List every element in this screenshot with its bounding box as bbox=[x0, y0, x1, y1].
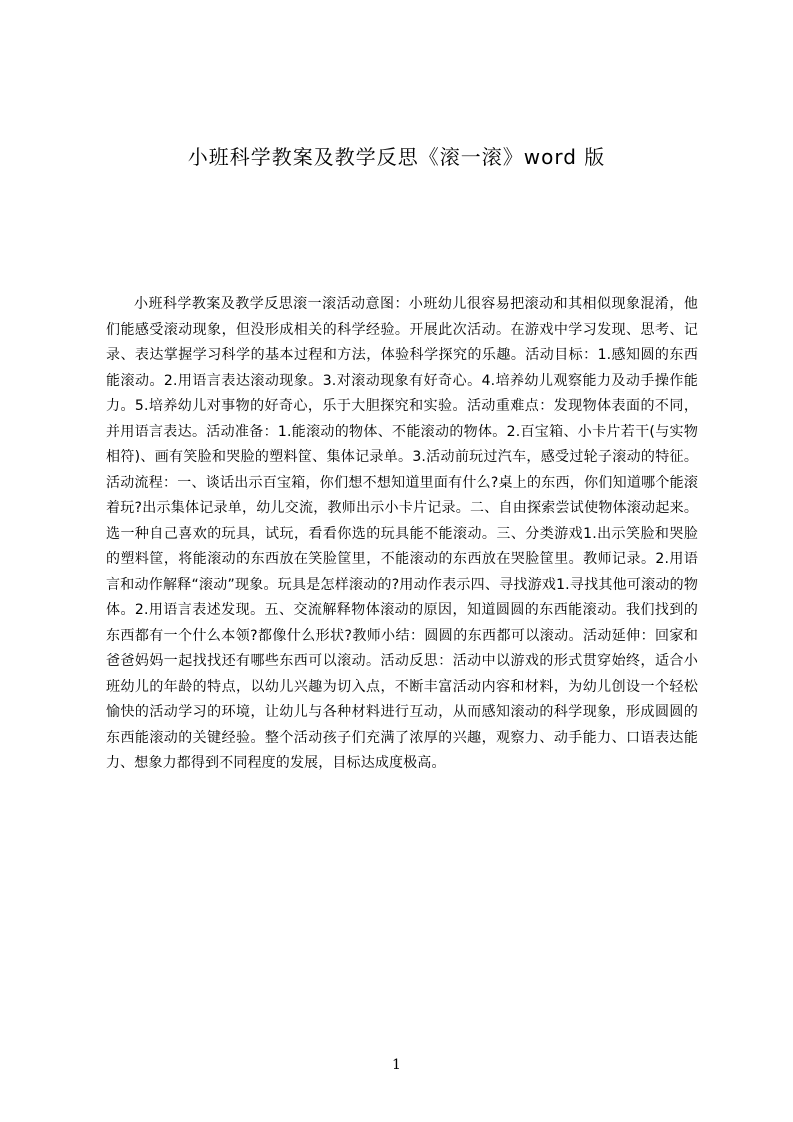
body-paragraph: 小班科学教案及教学反思滚一滚活动意图：小班幼儿很容易把滚动和其相似现象混淆，他们能感受滚动现象，但没形成相关的科学经验。开展此次活动。在游戏中学习发现、思考、记录、表达掌握学习科学的基本过程和方法，体验科学探究的乐趣。活动目标：1.感知圆的东西能滚动。2.用语言表达滚动现象。3.对滚动现象有好奇心。4.培养幼儿观察能力及动手操作能力。5.培养幼儿对事物的好奇心，乐于大胆探究和实验。活动重难点：发现物体表面的不同，并用语言表达。活动准备：1.能滚动的物体、不能滚动的物体。2.百宝箱、小卡片若干(与实物相符)、画有笑脸和哭脸的塑料筐、集体记录单。3.活动前玩过汽车，感受过轮子滚动的特征。活动流程：一、谈话出示百宝箱，你们想不想知道里面有什么?桌上的东西，你们知道哪个能滚着玩?出示集体记录单，幼儿交流，教师出示小卡片记录。二、自由探索尝试使物体滚动起来。选一种自己喜欢的玩具，试玩，看看你选的玩具能不能滚动。三、分类游戏1.出示笑脸和哭脸的塑料筐，将能滚动的东西放在笑脸筐里，不能滚动的东西放在哭脸筐里。教师记录。2.用语言和动作解释“滚动”现象。玩具是怎样滚动的?用动作表示四、寻找游戏1.寻找其他可滚动的物体。2.用语言表述发现。五、交流解释物体滚动的原因，知道圆圆的东西能滚动。我们找到的东西都有一个什么本领?都像什么形状?教师小结：圆圆的东西都可以滚动。活动延伸：回家和爸爸妈妈一起找找还有哪些东西可以滚动。活动反思：活动中以游戏的形式贯穿始终，适合小班幼儿的年龄的特点，以幼儿兴趣为切入点，不断丰富活动内容和材料，为幼儿创设一个轻松愉快的活动学习的环境，让幼儿与各种材料进行互动，从而感知滚动的科学现象，形成圆圆的东西能滚动的关键经验。整个活动孩子们充满了浓厚的兴趣，观察力、动手能力、口语表达能力、想象力都得到不同程度的发展，目标达成度极高。 bbox=[106, 296, 698, 771]
document-title: 小班科学教案及教学反思《滚一滚》word 版 bbox=[187, 145, 606, 169]
page-number: 1 bbox=[392, 1057, 401, 1073]
